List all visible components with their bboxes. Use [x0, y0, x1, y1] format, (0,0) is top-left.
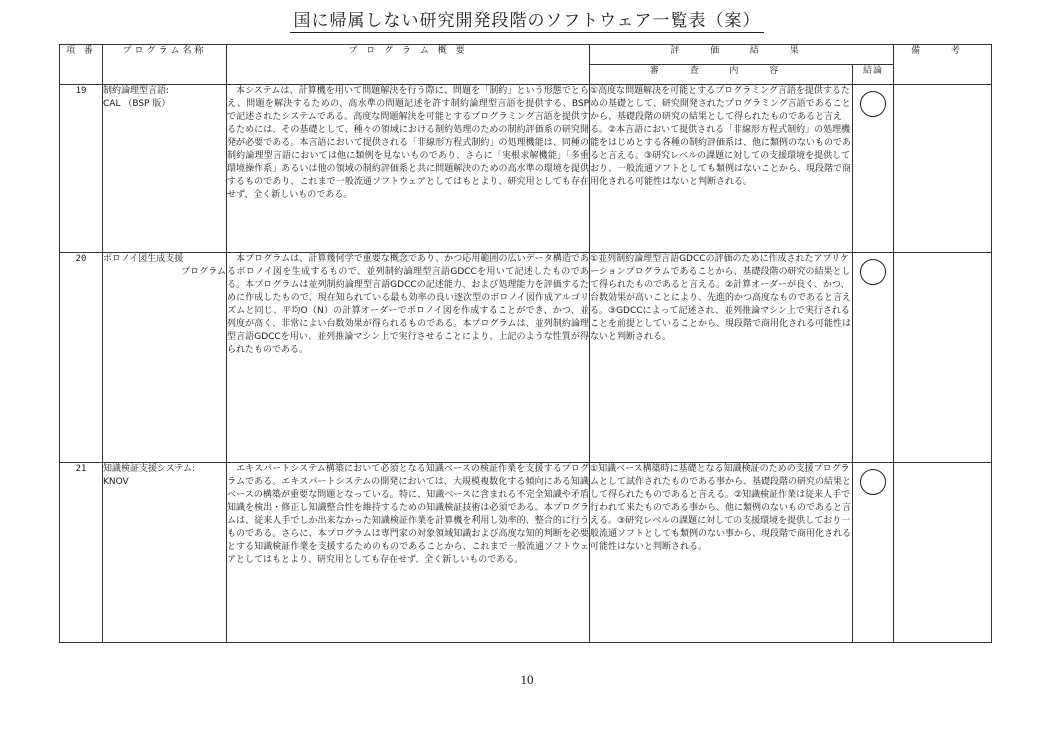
header-item-no: 項 番 — [60, 45, 103, 85]
row-number: 21 — [60, 463, 103, 643]
header-remarks: 備 考 — [894, 45, 992, 85]
review-content: ①高度な問題解決を可能とするプログラミング言語を提供するための基礎として、研究開発されたプログラミング言語であることから、基礎段階の研究の結果として得られたものであると言える。②本言語において提供される「非線形方程式制約」の処理機能をはじめとする各種の制約評価系は、他に類例のないものであると言える。③研究レベルの課題に対しての支援環境を提供しており、一般流通ソフトとしても類例はないことから、現段階で商用化される可能性はないと判断される。 — [590, 85, 853, 253]
row-number: 20 — [60, 253, 103, 463]
header-conclusion: 結論 — [853, 65, 894, 85]
remarks-cell — [894, 253, 992, 463]
circle-mark-icon — [860, 259, 886, 285]
program-name-line: 知識検証支援システム: — [103, 464, 196, 474]
review-content: ①並列制約論理型言語GDCCの評価のために作成されたアプリケーションプログラムであることから、基礎段階の研究の結果として得られたものであると言える。②計算オーダーが良く、かつ、台数効果が高いことにより、先進的かつ高度なものであると言える。③GDCCによって記述され、並列推論マシン上で実行されることを前提としていることから、現段階で商用化される可能性はないと判断される。 — [590, 253, 853, 463]
review-content: ①知識ベース構築時に基礎となる知識検証のための支援プログラムとして試作されたものである事から、基礎段階の研究の結果として得られたものであると言える。②知識検証作業は従来人手で行われて来たものである事から、他に類例のないものであると言える。③研究レベルの課題に対しての支援環境を提供しており一般流通ソフトとしても類例のない事から、現段階で商用化される可能性はないと判断される。 — [590, 463, 853, 643]
program-name — [103, 85, 227, 253]
conclusion-cell — [853, 463, 894, 643]
software-list-table — [59, 44, 992, 643]
program-summary: エキスパートシステム構築において必須となる知識ベースの検証作業を支援するプログラムである。エキスパートシステムの開発においては、大規模複数化する傾向にある知識ベースの構築が重要な問題となっている。特に、知識ベースに含まれる不完全知識や矛盾知識を検出・修正し知識整合性を維持するための知識検証技術は必須である。本プログラムは、従来人手でしか出来なかった知識検証作業を計算機を利用し効率的、整合的に行うものである。さらに、本プログラムは専門家の対象領域知識および高度な知的判断を必要とする知識検証作業を支援するためのものであることから、これまで一般流通ソフトウェアとしてはもとより、研究用としても存在せず、全く新しいものである。 — [227, 463, 590, 643]
header-program-name: プログラム名称 — [103, 45, 227, 85]
table-row — [60, 85, 992, 253]
page-number: 10 — [520, 672, 534, 687]
program-summary: 本システムは、計算機を用いて問題解決を行う際に、問題を「制約」という形態でとらえ、問題を解決するための、高水準の問題記述を許す制約論理型言語を提供する、BSP で記述されたシステムである。高度な問題解決を可能とするプログラミング言語を提供するためには、その基礎として、種々の領域における制約処理のための制約評価系の研究開発が必要である。本言語において提供される「非線形方程式制約」の処理機能は、同種の制約論理型言語においては他に類例を見ないものであり、さらに「実根求解機能」「多重環境操作系」あるいは他の領域の制約評価系と共に問題解決のための高水準の環境を提供するものであり、これまで一般流通ソフトウェアとしてはもとより、研究用としても存在せず、全く新しいものである。 — [227, 85, 590, 253]
remarks-cell — [894, 85, 992, 253]
program-name-line: KNOV — [103, 477, 129, 487]
remarks-cell — [894, 463, 992, 643]
conclusion-cell — [853, 85, 894, 253]
program-name-line: CAL （BSP 版） — [103, 99, 171, 109]
header-evaluation-result: 評 価 結 果 — [590, 45, 894, 65]
program-name-line: ボロノイ図生成支援 — [103, 254, 184, 264]
page-title — [0, 6, 1054, 31]
program-name-line: プログラム — [181, 267, 226, 277]
header-review-content: 審 査 内 容 — [590, 65, 853, 85]
page-title-text: 国に帰属しない研究開発段階のソフトウェア一覧表（案） — [290, 11, 765, 33]
header-program-summary: プ ロ グ ラ ム 概 要 — [227, 45, 590, 85]
table-row — [60, 253, 992, 463]
circle-mark-icon — [860, 469, 886, 495]
circle-mark-icon — [860, 91, 886, 117]
program-summary: 本プログラムは、計算幾何学で重要な概念であり、かつ応用範囲の広いデータ構造であるボロノイ図を生成するもので、並列制約論理型言語GDCCを用いて記述したものである。本プログラムは並列制約論理型言語GDCCの記述能力、および処理能力を評価するために作成したもので、現在知られている最も効率の良い逐次型のボロノイ図作成アルゴリズムと同じ、平均O（N）の計算オーダーでボロノイ図を作成することができ、かつ、並列度が高く、非常によい台数効果が得られるものである。本プログラムは、並列制約論理型言語GDCCを用い、並列推論マシン上で実行させることにより、上記のような性質が得られたものである。 — [227, 253, 590, 463]
program-name — [103, 253, 227, 463]
program-name-line: 制約論理型言語: — [103, 86, 170, 96]
row-number: 19 — [60, 85, 103, 253]
program-name — [103, 463, 227, 643]
table-row — [60, 463, 992, 643]
conclusion-cell — [853, 253, 894, 463]
